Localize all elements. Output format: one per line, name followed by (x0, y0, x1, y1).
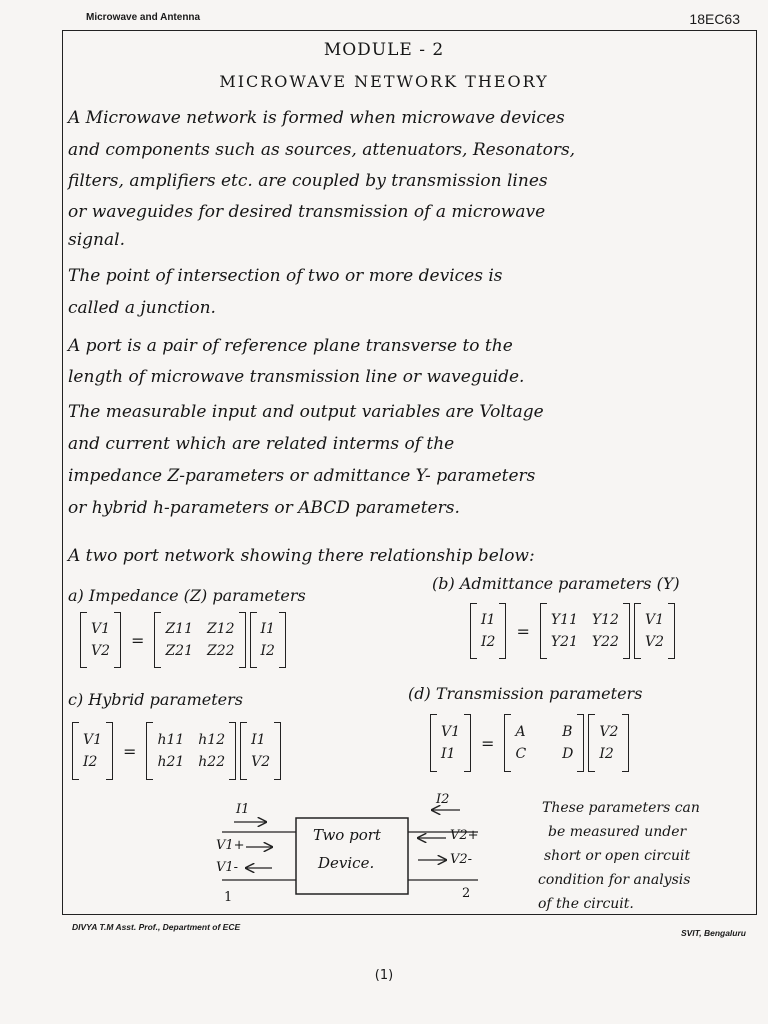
note-line4: condition for analysis (538, 872, 691, 888)
para4-line4: or hybrid h-parameters or ABCD parameters. (68, 498, 460, 518)
impedance-label: a) Impedance (Z) parameters (68, 586, 306, 605)
para1-line1: A Microwave network is formed when microwave devices (68, 108, 565, 128)
h21: h21 (157, 754, 185, 770)
i1-label: I1 (236, 802, 250, 817)
para4-line2: and current which are related interms of the (68, 434, 455, 454)
t-lhs-2: I1 (441, 746, 456, 762)
v1-minus-label: V1- (216, 860, 239, 875)
para1-line5: signal. (68, 230, 125, 250)
para4-line3: impedance Z-parameters or admittance Y- parameters (68, 466, 536, 486)
course-header: Microwave and Antenna (86, 12, 201, 23)
z-lhs-1: V1 (91, 621, 111, 637)
z-lhs-2: V2 (91, 643, 111, 659)
y-rhs-1: V1 (644, 612, 664, 628)
transmission-label: (d) Transmission parameters (408, 684, 643, 703)
d-param: D (562, 746, 574, 762)
t-rhs-2: I2 (599, 746, 614, 762)
c-param: C (515, 746, 527, 762)
course-code: 18EC63 (689, 11, 740, 27)
h12: h12 (198, 732, 226, 748)
b-param: B (562, 724, 573, 740)
t-lhs-1: V1 (441, 724, 461, 740)
v2-plus-label: V2+ (450, 828, 479, 843)
y-lhs-1: I1 (481, 612, 496, 628)
y21: Y21 (550, 634, 578, 650)
hybrid-label: c) Hybrid parameters (68, 690, 243, 709)
h-lhs-1: V1 (83, 732, 103, 748)
note-line1: These parameters can (542, 800, 700, 816)
module-subtitle: MICROWAVE NETWORK THEORY (219, 72, 549, 91)
para4-line1: The measurable input and output variables are Voltage (68, 402, 544, 422)
a-param: A (515, 724, 526, 740)
y12: Y12 (591, 612, 619, 628)
equals-sign: = (481, 733, 495, 753)
para5: A two port network showing there relationship below: (68, 546, 535, 566)
port1-number: 1 (224, 890, 233, 905)
i2-label: I2 (436, 792, 450, 807)
footer-institution: SVIT, Bengaluru (680, 928, 746, 938)
v2-minus-label: V2- (450, 852, 473, 867)
para1-line4: or waveguides for desired transmission of a microwave (68, 202, 546, 222)
t-rhs-1: V2 (599, 724, 619, 740)
device-box-line2: Device. (318, 854, 375, 872)
footer-author: DIVYA T.M Asst. Prof., Department of ECE (72, 922, 241, 932)
equals-sign: = (131, 630, 145, 650)
para3-line1: A port is a pair of reference plane transverse to the (68, 336, 513, 356)
equals-sign: = (516, 621, 530, 641)
h11: h11 (157, 732, 185, 748)
h-rhs-1: I1 (251, 732, 266, 748)
y-lhs-2: I2 (481, 634, 496, 650)
para1-line3: filters, amplifiers etc. are coupled by transmission lines (68, 171, 548, 191)
module-title: MODULE - 2 (323, 40, 445, 60)
h22: h22 (198, 754, 226, 770)
note-line3: short or open circuit (544, 848, 691, 864)
z21: Z21 (165, 643, 193, 659)
h-rhs-2: V2 (251, 754, 271, 770)
note-line5: of the circuit. (538, 896, 634, 912)
v1-plus-label: V1+ (216, 838, 245, 853)
y-rhs-2: V2 (644, 634, 664, 650)
z11: Z11 (165, 621, 193, 637)
z22: Z22 (206, 643, 235, 659)
z-rhs-2: I2 (260, 643, 275, 659)
device-box-line1: Two port (313, 826, 381, 844)
note-line2: be measured under (548, 824, 687, 840)
para2-line2: called a junction. (68, 298, 216, 318)
page-number: (1) (374, 968, 394, 983)
h-lhs-2: I2 (83, 754, 98, 770)
para1-line2: and components such as sources, attenuators, Resonators, (68, 140, 576, 160)
para3-line2: length of microwave transmission line or waveguide. (68, 367, 525, 387)
y11: Y11 (550, 612, 578, 628)
para2-line1: The point of intersection of two or more devices is (68, 266, 503, 286)
z12: Z12 (206, 621, 235, 637)
port2-number: 2 (462, 886, 471, 901)
y22: Y22 (591, 634, 619, 650)
admittance-label: (b) Admittance parameters (Y) (432, 574, 680, 593)
z-rhs-1: I1 (260, 621, 275, 637)
equals-sign: = (123, 741, 137, 761)
